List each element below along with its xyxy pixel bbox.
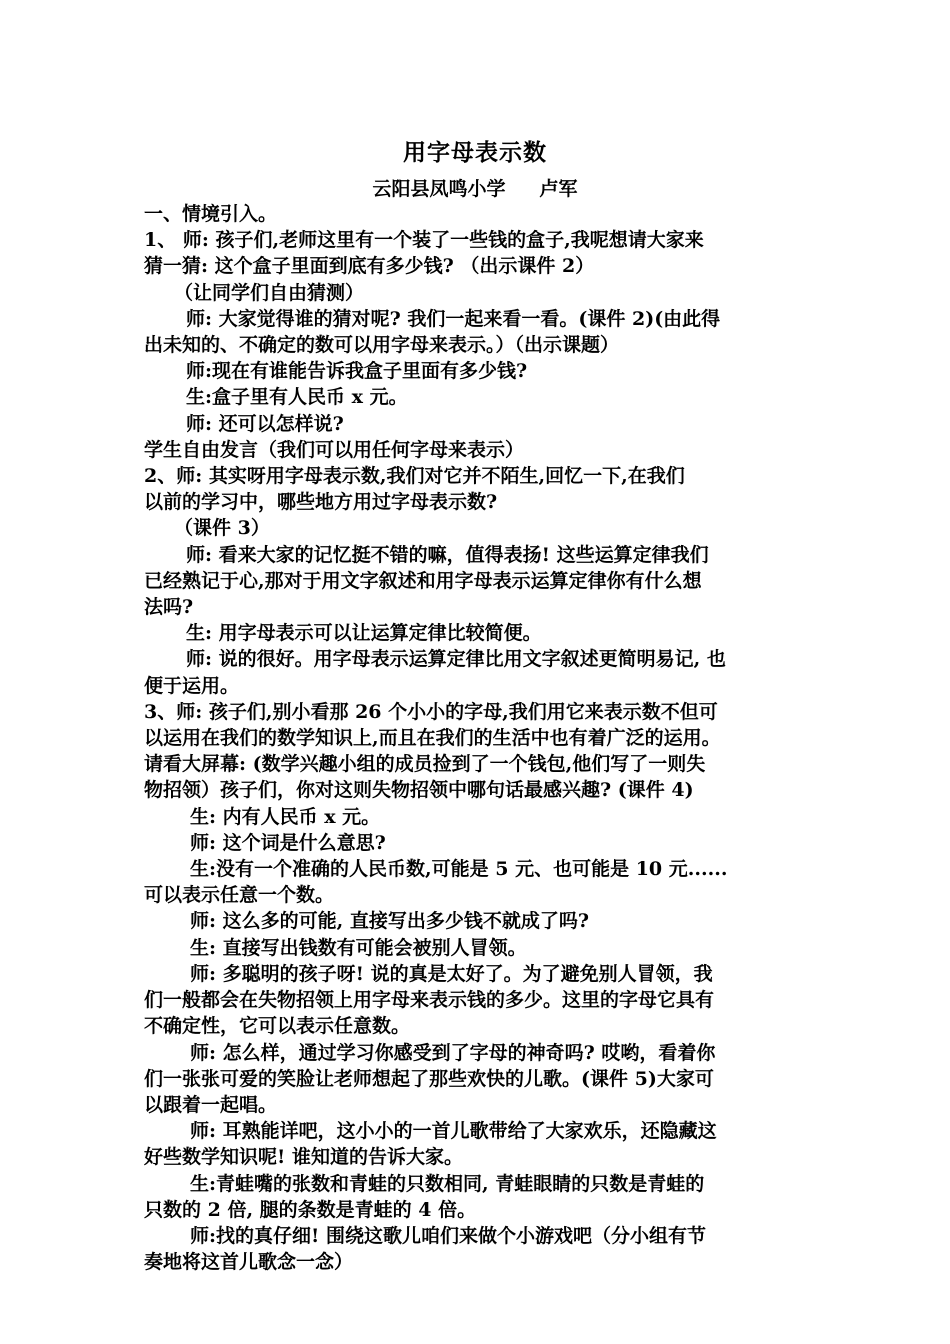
paragraph-line: 们一般都会在失物招领上用字母来表示钱的多少。这里的字母它具有 xyxy=(144,989,715,1012)
paragraph-line: 师: 怎么样，通过学习你感受到了字母的神奇吗? 哎哟，看着你 xyxy=(190,1041,716,1064)
paragraph-line: 师:现在有谁能告诉我盒子里面有多少钱? xyxy=(186,360,528,383)
paragraph-line: （课件 3） xyxy=(174,517,270,540)
paragraph-line: 师: 说的很好。用字母表示运算定律比用文字叙述更简明易记, 也 xyxy=(186,648,726,671)
document-byline xyxy=(0,174,950,201)
paragraph-line: 3、师: 孩子们,别小看那 26 个小小的字母,我们用它来表示数不但可 xyxy=(144,700,718,723)
paragraph-line: 师:找的真仔细! 围绕这歌儿咱们来做个小游戏吧（分小组有节 xyxy=(190,1224,706,1247)
paragraph-line: 法吗? xyxy=(144,596,194,619)
paragraph-line: 生: 内有人民币 x 元。 xyxy=(190,805,381,828)
paragraph-line: 2、师: 其实呀用字母表示数,我们对它并不陌生,回忆一下,在我们 xyxy=(144,465,685,488)
paragraph-line: 生:没有一个准确的人民币数,可能是 5 元、也可能是 10 元...... xyxy=(190,858,728,881)
paragraph-line: 好些数学知识呢! 谁知道的告诉大家。 xyxy=(144,1146,463,1169)
paragraph-line: 出未知的、不确定的数可以用字母来表示。）（出示课题） xyxy=(144,334,620,357)
paragraph-line: 生: 直接写出钱数有可能会被别人冒领。 xyxy=(190,936,527,959)
paragraph-line: 生: 用字母表示可以让运算定律比较简便。 xyxy=(186,622,542,645)
paragraph-line: 1、 师: 孩子们,老师这里有一个装了一些钱的盒子,我呢想请大家来 xyxy=(144,229,704,252)
paragraph-line: 师: 耳熟能详吧，这小小的一首儿歌带给了大家欢乐，还隐藏这 xyxy=(190,1120,717,1143)
paragraph-line: 只数的 2 倍, 腿的条数是青蛙的 4 倍。 xyxy=(144,1198,477,1221)
paragraph-line: 已经熟记于心,那对于用文字叙述和用字母表示运算定律你有什么想 xyxy=(144,569,702,592)
paragraph-line: 以跟着一起唱。 xyxy=(144,1093,278,1116)
paragraph-line: 不确定性，它可以表示任意数。 xyxy=(144,1015,411,1038)
document-title: 用字母表示数 xyxy=(403,139,547,166)
paragraph-line: 师: 这个词是什么意思? xyxy=(190,831,386,854)
author-name: 卢军 xyxy=(539,178,578,200)
paragraph-line: 师: 这么多的可能, 直接写出多少钱不就成了吗? xyxy=(190,910,589,933)
paragraph-line: 猜一猜: 这个盒子里面到底有多少钱? （出示课件 2） xyxy=(144,255,595,278)
section-heading: 一、情境引入。 xyxy=(144,203,278,225)
paragraph-line: 请看大屏幕: (数学兴趣小组的成员捡到了一个钱包,他们写了一则失 xyxy=(144,753,706,776)
paragraph-line: 奏地将这首儿歌念一念） xyxy=(144,1251,354,1274)
paragraph-line: 以前的学习中，哪些地方用过字母表示数? xyxy=(144,491,498,514)
paragraph-line: 可以表示任意一个数。 xyxy=(144,884,335,907)
paragraph-line: 便于运用。 xyxy=(144,674,240,697)
paragraph-line: 以运用在我们的数学知识上,而且在我们的生活中也有着广泛的运用。 xyxy=(144,727,721,750)
paragraph-line: 师: 大家觉得谁的猜对呢? 我们一起来看一看。(课件 2)(由此得 xyxy=(186,307,721,330)
school-name: 云阳县凤鸣小学 xyxy=(372,178,506,200)
paragraph-line: 师: 看来大家的记忆挺不错的嘛，值得表扬! 这些运算定律我们 xyxy=(186,543,709,566)
paragraph-line: 师: 还可以怎样说? xyxy=(186,412,344,435)
paragraph-line: 学生自由发言（我们可以用任何字母来表示） xyxy=(144,438,525,461)
paragraph-line: 物招领）孩子们，你对这则失物招领中哪句话最感兴趣? (课件 4) xyxy=(144,779,694,802)
document-body xyxy=(144,201,814,1275)
paragraph-line: 生:盒子里有人民币 x 元。 xyxy=(186,386,408,409)
paragraph-line: 们一张张可爱的笑脸让老师想起了那些欢快的儿歌。(课件 5)大家可 xyxy=(144,1067,714,1090)
paragraph-line: 生:青蛙嘴的张数和青蛙的只数相同, 青蛙眼睛的只数是青蛙的 xyxy=(190,1172,705,1195)
paragraph-line: （让同学们自由猜测） xyxy=(174,281,365,304)
paragraph-line: 师: 多聪明的孩子呀! 说的真是太好了。为了避免别人冒领，我 xyxy=(190,962,713,985)
